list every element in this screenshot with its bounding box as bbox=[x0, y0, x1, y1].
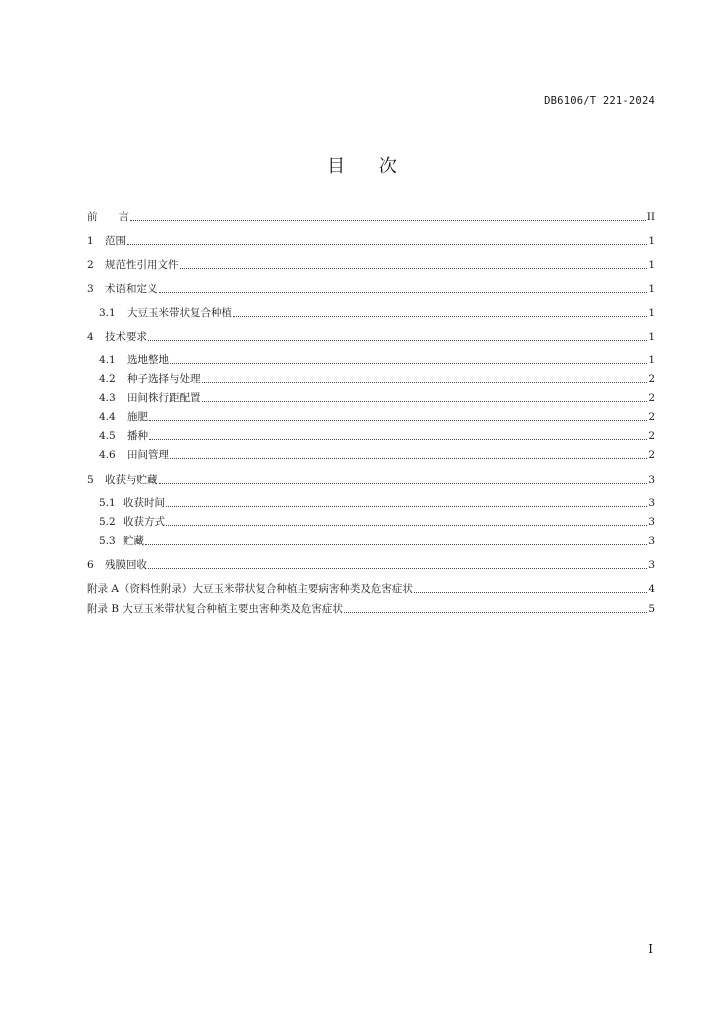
toc-entry-number: 4.5 bbox=[99, 430, 116, 442]
toc-page-number: 1 bbox=[648, 235, 655, 247]
toc-leader bbox=[145, 544, 647, 545]
toc-page-number: II bbox=[646, 211, 655, 223]
toc-entry-4-6[interactable] bbox=[99, 448, 655, 462]
toc-entry-title: 技术要求 bbox=[105, 331, 147, 343]
toc-leader bbox=[202, 401, 648, 402]
toc-entry-title: 贮藏 bbox=[123, 535, 144, 547]
toc-entry-normative-references[interactable] bbox=[87, 258, 655, 272]
toc-entry-number: 5.1 bbox=[99, 497, 116, 509]
toc-entry-title: 附录 B 大豆玉米带状复合种植主要虫害种类及危害症状 bbox=[87, 603, 343, 615]
toc-page-number: 2 bbox=[648, 373, 655, 385]
toc-leader bbox=[148, 568, 647, 569]
toc-entry-title: 残膜回收 bbox=[105, 559, 147, 571]
toc-entry-title: 施肥 bbox=[127, 411, 148, 423]
toc-entry-title: 选地整地 bbox=[127, 354, 169, 366]
toc-entry-title: 附录 A（资料性附录）大豆玉米带状复合种植主要病害种类及危害症状 bbox=[87, 583, 413, 595]
toc-entry-terms[interactable] bbox=[87, 282, 655, 296]
toc-entry-number: 5.2 bbox=[99, 516, 116, 528]
toc-page-number: 2 bbox=[648, 449, 655, 461]
toc-entry-number: 4.4 bbox=[99, 411, 116, 423]
toc-entry-5-3[interactable] bbox=[99, 534, 655, 548]
toc-leader bbox=[148, 340, 647, 341]
toc-entry-number: 1 bbox=[87, 235, 94, 247]
toc-entry-4-4[interactable] bbox=[99, 410, 655, 424]
toc-leader bbox=[149, 420, 647, 421]
toc-leader bbox=[166, 506, 647, 507]
toc-entry-number: 2 bbox=[87, 259, 94, 271]
toc-page-number: 4 bbox=[648, 583, 655, 595]
toc-entry-title: 播种 bbox=[127, 430, 148, 442]
toc-page-number: 3 bbox=[648, 516, 655, 528]
toc-entry-title: 术语和定义 bbox=[105, 283, 158, 295]
toc-entry-4-1[interactable] bbox=[99, 353, 655, 367]
toc-page-number: 1 bbox=[648, 283, 655, 295]
toc-page-number: 1 bbox=[648, 331, 655, 343]
toc-entry-4-3[interactable] bbox=[99, 391, 655, 405]
toc-entry-technical-requirements[interactable] bbox=[87, 330, 655, 344]
toc-page-number: 1 bbox=[648, 307, 655, 319]
document-code: DB6106/T 221-2024 bbox=[544, 95, 655, 107]
toc-entry-number: 4.3 bbox=[99, 392, 116, 404]
toc-leader bbox=[130, 220, 646, 221]
toc-page-number: 2 bbox=[648, 392, 655, 404]
toc-leader bbox=[344, 612, 647, 613]
toc-entry-foreword[interactable] bbox=[87, 210, 655, 224]
toc-leader bbox=[180, 268, 648, 269]
toc-entry-5-2[interactable] bbox=[99, 515, 655, 529]
toc-entry-5-1[interactable] bbox=[99, 496, 655, 510]
toc-page-number: 3 bbox=[648, 535, 655, 547]
toc-leader bbox=[159, 483, 648, 484]
toc-leader bbox=[159, 292, 648, 293]
toc-page-number: 2 bbox=[648, 430, 655, 442]
toc-leader bbox=[202, 382, 648, 383]
toc-entry-number: 3.1 bbox=[99, 307, 116, 319]
toc-entry-number: 4.6 bbox=[99, 449, 116, 461]
toc-leader bbox=[170, 458, 647, 459]
toc-entry-title: 前 言 bbox=[87, 211, 129, 223]
toc-entry-scope[interactable] bbox=[87, 234, 655, 248]
toc-entry-title: 种子选择与处理 bbox=[127, 373, 201, 385]
toc-entry-number: 6 bbox=[87, 559, 94, 571]
toc-page-number: 3 bbox=[648, 474, 655, 486]
toc-entry-title: 范围 bbox=[105, 235, 126, 247]
toc-leader bbox=[414, 592, 647, 593]
toc-entry-3-1[interactable] bbox=[99, 306, 655, 320]
toc-page-number: 2 bbox=[648, 411, 655, 423]
toc-entry-title: 收获方式 bbox=[123, 516, 165, 528]
toc-entry-title: 收获时间 bbox=[123, 497, 165, 509]
toc-page-number: 5 bbox=[648, 603, 655, 615]
page-number: I bbox=[648, 942, 653, 956]
toc-entry-4-5[interactable] bbox=[99, 429, 655, 443]
toc-entry-4-2[interactable] bbox=[99, 372, 655, 386]
toc-leader bbox=[149, 439, 647, 440]
toc-entry-number: 5 bbox=[87, 474, 94, 486]
toc-entry-number: 3 bbox=[87, 283, 94, 295]
toc-entry-number: 4.2 bbox=[99, 373, 116, 385]
toc-title: 目 次 bbox=[327, 156, 411, 177]
toc-leader bbox=[127, 244, 647, 245]
toc-leader bbox=[233, 316, 647, 317]
toc-entry-title: 田间株行距配置 bbox=[127, 392, 201, 404]
toc-leader bbox=[170, 363, 647, 364]
toc-entry-appendix-a[interactable] bbox=[87, 582, 655, 596]
toc-leader bbox=[166, 525, 647, 526]
toc-entry-harvest-storage[interactable] bbox=[87, 473, 655, 487]
toc-entry-title: 收获与贮藏 bbox=[105, 474, 158, 486]
toc-page-number: 1 bbox=[648, 259, 655, 271]
toc-entry-title: 大豆玉米带状复合种植 bbox=[127, 307, 232, 319]
toc-entry-number: 5.3 bbox=[99, 535, 116, 547]
toc-page-number: 3 bbox=[648, 497, 655, 509]
toc-entry-film-recycling[interactable] bbox=[87, 558, 655, 572]
toc-entry-appendix-b[interactable] bbox=[87, 602, 655, 616]
toc-entry-number: 4.1 bbox=[99, 354, 116, 366]
toc-entry-title: 田间管理 bbox=[127, 449, 169, 461]
toc-page-number: 3 bbox=[648, 559, 655, 571]
toc-page-number: 1 bbox=[648, 354, 655, 366]
toc-entry-title: 规范性引用文件 bbox=[105, 259, 179, 271]
toc-entry-number: 4 bbox=[87, 331, 94, 343]
